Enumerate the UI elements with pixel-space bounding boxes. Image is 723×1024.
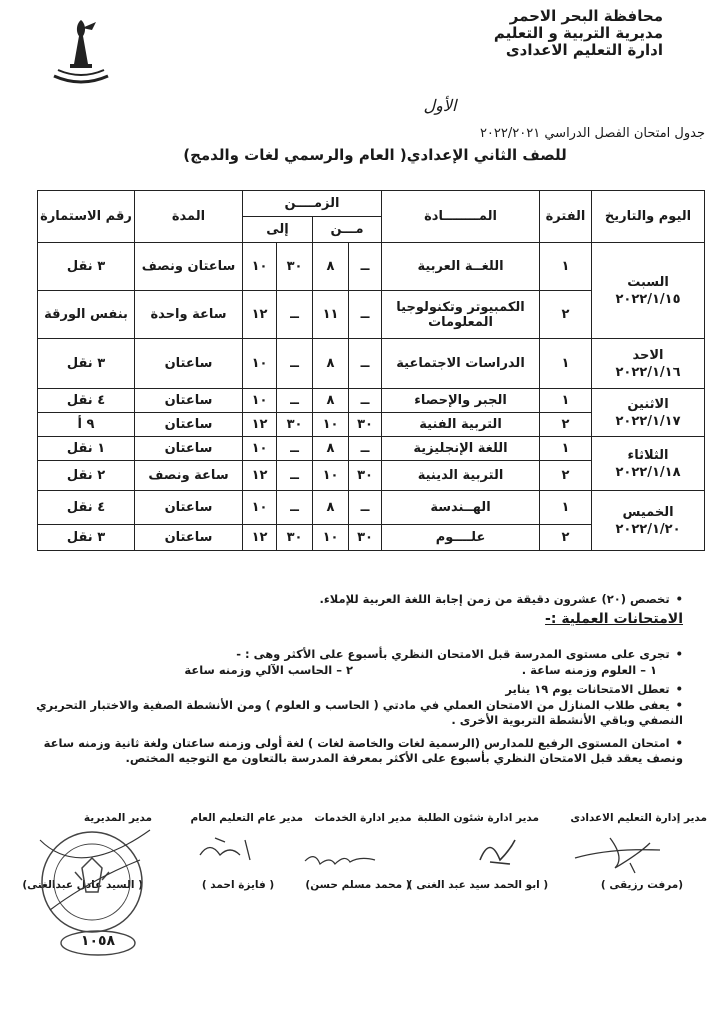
to-hour: ١٠ [243, 491, 277, 525]
table-row [38, 339, 705, 389]
practical-item: ٢ – الحاسب الآلي وزمنه ساعة [184, 663, 353, 677]
header-form: رقم الاستمارة [38, 191, 135, 243]
stamp-number: ١٠٥٨ [80, 933, 116, 949]
signature-title: مدير ادارة الخدمات [314, 812, 412, 824]
subject-cell: اللغة الإنجليزية [382, 437, 540, 461]
table-row [38, 243, 705, 291]
ministry-logo-icon [46, 14, 116, 84]
advanced-level-note: • امتحان المستوى الرفيع للمدارس (الرسمية لغات والخاصة لغات ) لغة أولى وزمنه ساعتان ولغة ثانية وزمنه ساعة ونصف يعقد قبل الامتحان النظري بأسبوع على الأكثر بمعرفة المدرسة بالتعاون مع التوجيه المختص. [33, 736, 683, 766]
to-minute: ــ [277, 461, 313, 491]
to-minute: ٣٠ [277, 243, 313, 291]
signatory-name: ( محمد مسلم حسن) [305, 879, 411, 891]
duration-cell: ساعة ونصف [135, 461, 243, 491]
from-hour: ٨ [313, 243, 349, 291]
subject-cell: الهــندسة [382, 491, 540, 525]
from-hour: ١٠ [313, 461, 349, 491]
day-name: السبت [627, 274, 669, 290]
to-hour: ١٠ [243, 339, 277, 389]
header-to: إلى [243, 217, 313, 243]
form-cell: ٢ نقل [38, 461, 135, 491]
practical-item: ١ – العلوم وزمنه ساعة . [521, 663, 657, 677]
signatory-name: ( ابو الحمد سيد عبد الغنى ) [407, 879, 549, 891]
from-minute: ــ [349, 389, 382, 413]
subject-cell: علــــوم [382, 525, 540, 551]
period-cell: ٢ [540, 413, 592, 437]
practical-intro-note: • تجرى على مستوى المدرسة قبل الامتحان النظري بأسبوع على الأكثر وهى : - [33, 647, 683, 662]
holiday-note: • تعطل الامتحانات يوم ١٩ يناير [33, 682, 683, 697]
to-minute: ــ [277, 389, 313, 413]
day-date: ٢٠٢٢/١/١٧ [615, 413, 681, 429]
subject-cell: الكمبيوتر وتكنولوجيا المعلومات [382, 291, 540, 339]
subject-cell: الدراسات الاجتماعية [382, 339, 540, 389]
from-minute: ــ [349, 291, 382, 339]
from-hour: ١٠ [313, 413, 349, 437]
to-hour: ١٢ [243, 461, 277, 491]
signature-title: مدير ادارة شئون الطلبة [417, 812, 539, 824]
from-minute: ٣٠ [349, 413, 382, 437]
to-hour: ١٢ [243, 413, 277, 437]
header-duration: المدة [135, 191, 243, 243]
form-cell: ٣ نقل [38, 339, 135, 389]
header-day: اليوم والتاريخ [592, 191, 705, 243]
to-minute: ــ [277, 291, 313, 339]
signature-scribble-icon [470, 830, 530, 870]
duration-cell: ساعتان ونصف [135, 243, 243, 291]
first-term-label: الأول [423, 96, 457, 115]
to-minute: ــ [277, 491, 313, 525]
from-minute: ــ [349, 437, 382, 461]
day-date: ٢٠٢٢/١/٢٠ [615, 521, 681, 537]
day-cell [592, 491, 705, 551]
to-minute: ٣٠ [277, 413, 313, 437]
subject-cell: التربية الفنية [382, 413, 540, 437]
period-cell: ١ [540, 389, 592, 413]
to-hour: ١٢ [243, 291, 277, 339]
exam-schedule-table [37, 190, 705, 551]
day-cell [592, 389, 705, 437]
header-line: مديرية التربية و التعليم [493, 24, 663, 42]
day-cell [592, 243, 705, 339]
day-cell [592, 437, 705, 491]
practical-exams-heading: الامتحانات العملية :- [545, 611, 683, 627]
to-minute: ــ [277, 437, 313, 461]
subject-cell: الجبر والإحصاء [382, 389, 540, 413]
form-cell: ٣ نقل [38, 525, 135, 551]
signature-scribble-icon [570, 828, 670, 878]
from-hour: ١١ [313, 291, 349, 339]
header-line: ادارة التعليم الاعدادى [505, 41, 663, 59]
to-hour: ١٠ [243, 243, 277, 291]
from-hour: ٨ [313, 339, 349, 389]
day-name: الثلاثاء [627, 447, 669, 463]
table-row [38, 491, 705, 525]
schedule-title: جدول امتحان الفصل الدراسي ٢٠٢٢/٢٠٢١ [479, 126, 705, 141]
to-hour: ١٢ [243, 525, 277, 551]
to-minute: ٣٠ [277, 525, 313, 551]
period-cell: ١ [540, 243, 592, 291]
signature-title: مدير المديرية [83, 812, 153, 824]
form-cell: ٣ نقل [38, 243, 135, 291]
day-date: ٢٠٢٢/١/١٥ [615, 291, 681, 307]
period-cell: ٢ [540, 525, 592, 551]
duration-cell: ساعة واحدة [135, 291, 243, 339]
signature-scribble-icon [300, 846, 380, 876]
header-time: الزمــــن [243, 191, 382, 217]
signatory-name: (مرفت رزيقى ) [600, 879, 684, 891]
duration-cell: ساعتان [135, 339, 243, 389]
exemption-note: • يعفى طلاب المنازل من الامتحان العملي في مادتي ( الحاسب و العلوم ) ومن الأنشطة الصفية والاختبار التحريري النصفي وباقي الأنشطة التربوية الأخرى . [33, 698, 683, 728]
signature-title: مدير عام التعليم العام [190, 812, 303, 824]
to-hour: ١٠ [243, 437, 277, 461]
to-minute: ــ [277, 339, 313, 389]
dictation-note: • تخصص (٢٠) عشرون دقيقة من زمن إجابة اللغة العربية للإملاء. [33, 592, 683, 607]
from-minute: ــ [349, 243, 382, 291]
from-hour: ٨ [313, 389, 349, 413]
period-cell: ٢ [540, 461, 592, 491]
form-cell: ٤ نقل [38, 491, 135, 525]
from-hour: ٨ [313, 491, 349, 525]
from-hour: ٨ [313, 437, 349, 461]
form-cell: بنفس الورقة [38, 291, 135, 339]
table-row [38, 437, 705, 461]
period-cell: ١ [540, 437, 592, 461]
grade-title: للصف الثاني الإعدادي( العام والرسمي لغات والدمج) [183, 146, 567, 164]
signatory-name: ( فايزة احمد ) [201, 879, 275, 891]
day-name: الاحد [632, 347, 664, 363]
header-from: مـــن [313, 217, 382, 243]
duration-cell: ساعتان [135, 437, 243, 461]
form-cell: ١ نقل [38, 437, 135, 461]
directorate-header [423, 8, 663, 59]
duration-cell: ساعتان [135, 389, 243, 413]
day-date: ٢٠٢٢/١/١٨ [615, 464, 681, 480]
signature-title: مدير إدارة التعليم الاعدادى [570, 812, 707, 824]
from-minute: ــ [349, 339, 382, 389]
header-period: الفترة [540, 191, 592, 243]
day-date: ٢٠٢٢/١/١٦ [615, 364, 681, 380]
period-cell: ٢ [540, 291, 592, 339]
day-name: الاثنين [627, 396, 669, 412]
duration-cell: ساعتان [135, 525, 243, 551]
duration-cell: ساعتان [135, 413, 243, 437]
period-cell: ١ [540, 339, 592, 389]
subject-cell: اللغــة العربية [382, 243, 540, 291]
form-cell: ٩ أ [38, 413, 135, 437]
signature-scribble-icon [195, 830, 265, 870]
form-cell: ٤ نقل [38, 389, 135, 413]
period-cell: ١ [540, 491, 592, 525]
day-cell [592, 339, 705, 389]
from-minute: ٣٠ [349, 525, 382, 551]
table-row [38, 389, 705, 413]
from-hour: ١٠ [313, 525, 349, 551]
signatory-name: ( السيد عادل عبدالغنى) [22, 879, 143, 891]
subject-cell: التربية الدينية [382, 461, 540, 491]
duration-cell: ساعتان [135, 491, 243, 525]
day-name: الخميس [622, 504, 674, 520]
from-minute: ــ [349, 491, 382, 525]
header-subject: المــــــــادة [382, 191, 540, 243]
from-minute: ٣٠ [349, 461, 382, 491]
header-line: محافظة البحر الاحمر [509, 7, 663, 25]
to-hour: ١٠ [243, 389, 277, 413]
